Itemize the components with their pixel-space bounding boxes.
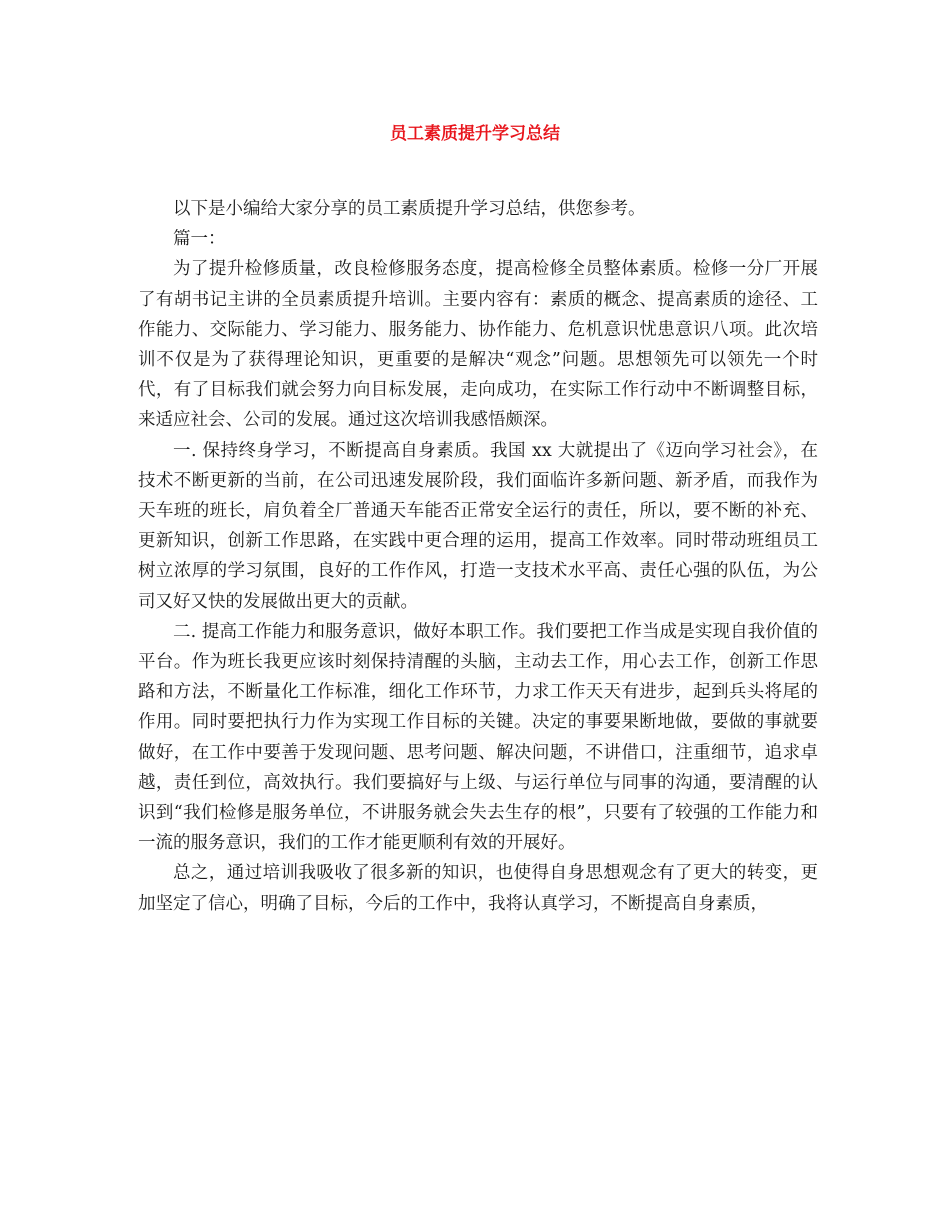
body-paragraph: 为了提升检修质量，改良检修服务态度，提高检修全员整体素质。检修一分厂开展了有胡书记主讲的全员素质提升培训。主要内容有：素质的概念、提高素质的途径、工作能力、交际能力、学习能力、服务能力、协作能力、危机意识忧患意识八项。此次培训不仅是为了获得理论知识，更重要的是解决“观念”问题。思想领先可以领先一个时代，有了目标我们就会努力向目标发展，走向成功，在实际工作行动中不断调整目标，来适应社会、公司的发展。通过这次培训我感悟颇深。 [138, 259, 818, 431]
body-paragraph: 总之，通过培训我吸收了很多新的知识，也使得自身思想观念有了更大的转变，更加坚定了信心，明确了目标，今后的工作中，我将认真学习，不断提高自身素质， [138, 863, 818, 914]
body-paragraph: 一. 保持终身学习，不断提高自身素质。我国 xx 大就提出了《迈向学习社会》，在技术不断更新的当前，在公司迅速发展阶段，我们面临许多新问题、新矛盾，而我作为天车班的班长，肩负着全厂普通天车能否正常安全运行的责任，所以，要不断的补充、更新知识，创新工作思路，在实践中更合理的运用，提高工作效率。同时带动班组员工树立浓厚的学习氛围，良好的工作作风，打造一支技术水平高、责任心强的队伍，为公司又好又快的发展做出更大的贡献。 [138, 440, 818, 612]
document-title: 员工素质提升学习总结 [390, 124, 560, 144]
body-paragraph: 二. 提高工作能力和服务意识，做好本职工作。我们要把工作当成是实现自我价值的平台。作为班长我更应该时刻保持清醒的头脑，主动去工作，用心去工作，创新工作思路和方法，不断量化工作标准，细化工作环节，力求工作天天有进步，起到兵头将尾的作用。同时要把执行力作为实现工作目标的关键。决定的事要果断地做，要做的事就要做好，在工作中要善于发现问题、思考问题、解决问题，不讲借口，注重细节，追求卓越，责任到位，高效执行。我们要搞好与上级、与运行单位与同事的沟通，要清醒的认识到“我们检修是服务单位，不讲服务就会失去生存的根”，只要有了较强的工作能力和一流的服务意识，我们的工作才能更顺利有效的开展好。 [138, 621, 818, 854]
document-body [138, 194, 818, 919]
intro-paragraph: 以下是小编给大家分享的员工素质提升学习总结，供您参考。 [173, 199, 646, 219]
section-label: 篇一： [173, 229, 226, 250]
